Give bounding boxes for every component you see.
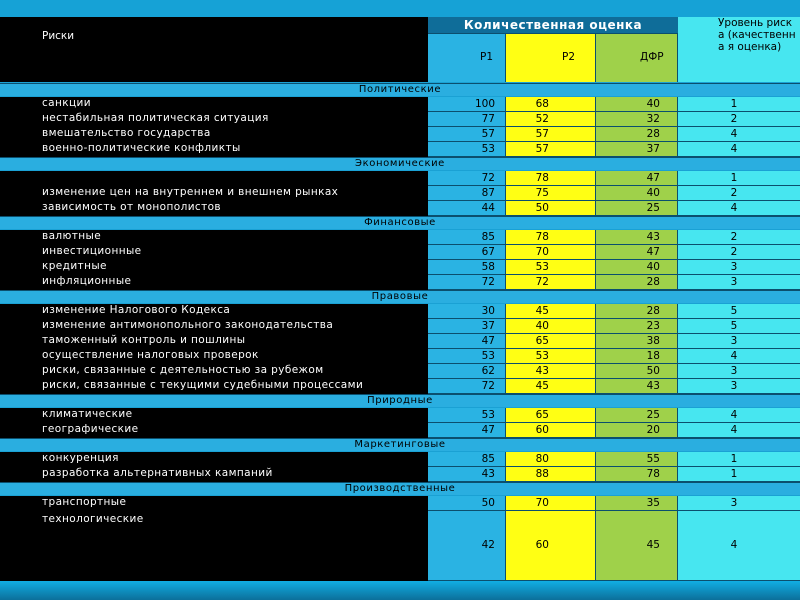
risk-level-value: 3 [678,275,800,290]
p2-value: 72 [506,275,596,290]
table-row [0,408,800,423]
dfr-value: 40 [596,97,678,112]
table-row [0,379,800,394]
p1-value: 30 [428,304,506,319]
dfr-value: 20 [596,423,678,438]
header-p1-label: Р1 [480,51,494,63]
header-level-label: Уровень риска (качественна я оценка) [718,17,796,53]
risk-level-value: 4 [678,142,800,157]
p1-value: 100 [428,97,506,112]
dfr-value: 28 [596,127,678,142]
risk-level-value: 2 [678,230,800,245]
p1-value: 87 [428,186,506,201]
p2-value: 78 [506,171,596,186]
section-header: Производственные [0,482,800,495]
dfr-value: 43 [596,230,678,245]
p1-value: 62 [428,364,506,379]
risk-level-value: 5 [678,319,800,334]
risk-label [0,171,428,186]
dfr-value: 45 [596,511,678,581]
dfr-value: 50 [596,364,678,379]
risk-level-value: 3 [678,364,800,379]
table-row [0,511,800,581]
risk-label: риски, связанные с текущими судебными процессами [0,379,428,394]
p1-value: 44 [428,201,506,216]
dfr-value: 25 [596,201,678,216]
p2-value: 60 [506,423,596,438]
risk-level-value: 3 [678,260,800,275]
dfr-value: 47 [596,245,678,260]
risk-level-value: 2 [678,186,800,201]
p2-value: 65 [506,408,596,423]
table-row [0,334,800,349]
risk-label: инфляционные [0,275,428,290]
top-band [0,0,800,17]
table-row [0,496,800,511]
dfr-value: 28 [596,275,678,290]
p2-value: 43 [506,364,596,379]
table-row [0,186,800,201]
table-row [0,142,800,157]
p1-value: 85 [428,230,506,245]
dfr-value: 47 [596,171,678,186]
header-level-cell [678,17,800,82]
p1-value: 53 [428,142,506,157]
section-header: Правовые [0,290,800,303]
risk-label: изменение Налогового Кодекса [0,304,428,319]
p2-value: 80 [506,452,596,467]
risk-level-value: 1 [678,97,800,112]
table-row [0,201,800,216]
risk-level-value: 3 [678,496,800,511]
risk-label: конкуренция [0,452,428,467]
risk-label: зависимость от монополистов [0,201,428,216]
p1-value: 85 [428,452,506,467]
p1-value: 53 [428,408,506,423]
p1-value: 47 [428,423,506,438]
risk-level-value: 4 [678,423,800,438]
p2-value: 57 [506,142,596,157]
header-quant-cell [428,17,678,34]
p2-value: 52 [506,112,596,127]
risk-level-value: 1 [678,467,800,482]
p1-value: 50 [428,496,506,511]
p2-value: 88 [506,467,596,482]
risk-label: разработка альтернативных кампаний [0,467,428,482]
p2-value: 45 [506,379,596,394]
dfr-value: 40 [596,186,678,201]
risk-level-value: 3 [678,379,800,394]
risk-label: инвестиционные [0,245,428,260]
dfr-value: 55 [596,452,678,467]
table-row [0,230,800,245]
table-row [0,275,800,290]
dfr-value: 28 [596,304,678,319]
risk-label: осуществление налоговых проверок [0,349,428,364]
risk-level-value: 4 [678,511,800,581]
table-row [0,304,800,319]
dfr-value: 32 [596,112,678,127]
p1-value: 72 [428,379,506,394]
risk-label: географические [0,423,428,438]
table-row [0,349,800,364]
table-row [0,127,800,142]
p2-value: 78 [506,230,596,245]
dfr-value: 37 [596,142,678,157]
table-row [0,364,800,379]
risk-level-value: 2 [678,112,800,127]
risk-label: технологические [0,511,428,581]
p2-value: 53 [506,260,596,275]
p2-value: 75 [506,186,596,201]
risk-label: изменение антимонопольного законодательства [0,319,428,334]
section-header: Маркетинговые [0,438,800,451]
table-row [0,467,800,482]
risk-level-value: 4 [678,127,800,142]
p2-value: 60 [506,511,596,581]
dfr-value: 38 [596,334,678,349]
p2-value: 68 [506,97,596,112]
p2-value: 70 [506,496,596,511]
p2-value: 50 [506,201,596,216]
risk-label: санкции [0,97,428,112]
p1-value: 53 [428,349,506,364]
p1-value: 37 [428,319,506,334]
table-row [0,319,800,334]
p1-value: 77 [428,112,506,127]
table-row [0,452,800,467]
table-row [0,112,800,127]
p2-value: 70 [506,245,596,260]
dfr-value: 35 [596,496,678,511]
dfr-value: 25 [596,408,678,423]
section-header: Природные [0,394,800,407]
risk-label: таможенный контроль и пошлины [0,334,428,349]
risk-label: валютные [0,230,428,245]
p2-value: 57 [506,127,596,142]
dfr-value: 18 [596,349,678,364]
section-header: Финансовые [0,216,800,229]
p2-value: 65 [506,334,596,349]
header-quant-label: Количественная оценка [463,18,643,32]
risk-label: риски, связанные с деятельностью за рубежом [0,364,428,379]
header-p2-cell [506,34,596,82]
header-dfr-cell [596,34,678,82]
risk-level-value: 1 [678,452,800,467]
header-risks-cell [0,17,428,82]
risk-label: изменение цен на внутреннем и внешнем рынках [0,186,428,201]
p1-value: 42 [428,511,506,581]
dfr-value: 78 [596,467,678,482]
p1-value: 57 [428,127,506,142]
header-p1-cell [428,34,506,82]
risk-level-value: 2 [678,245,800,260]
p1-value: 72 [428,171,506,186]
risk-level-value: 4 [678,349,800,364]
risk-label: транспортные [0,496,428,511]
table-row [0,245,800,260]
risk-label: климатические [0,408,428,423]
dfr-value: 23 [596,319,678,334]
table-row [0,171,800,186]
risk-level-value: 4 [678,408,800,423]
header-risks-label: Риски [42,30,75,42]
dfr-value: 40 [596,260,678,275]
table-row [0,260,800,275]
p1-value: 67 [428,245,506,260]
header-dfr-label: ДФР [640,51,664,63]
risk-level-value: 5 [678,304,800,319]
bottom-band [0,581,800,600]
p2-value: 45 [506,304,596,319]
p1-value: 43 [428,467,506,482]
section-header: Политические [0,83,800,96]
section-header: Экономические [0,157,800,170]
risk-label: военно-политические конфликты [0,142,428,157]
header-p2-label: Р2 [562,51,576,63]
risk-label: нестабильная политическая ситуация [0,112,428,127]
risk-level-value: 1 [678,171,800,186]
risk-label: вмешательство государства [0,127,428,142]
risk-level-value: 4 [678,201,800,216]
table-row [0,423,800,438]
p2-value: 40 [506,319,596,334]
p1-value: 47 [428,334,506,349]
risk-level-value: 3 [678,334,800,349]
p2-value: 53 [506,349,596,364]
p1-value: 72 [428,275,506,290]
risk-label: кредитные [0,260,428,275]
p1-value: 58 [428,260,506,275]
dfr-value: 43 [596,379,678,394]
table-row [0,97,800,112]
